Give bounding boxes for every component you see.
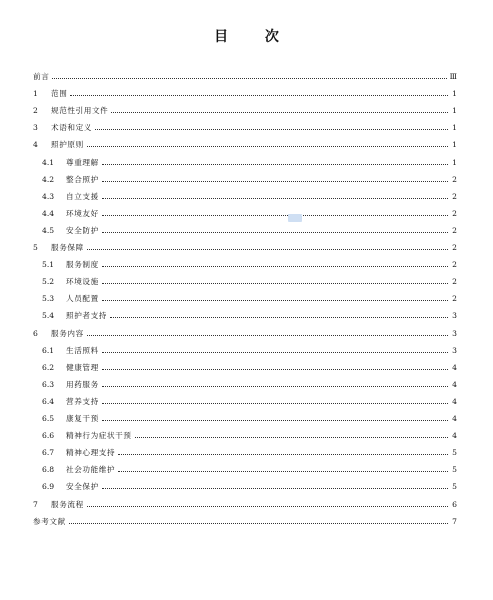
toc-entry-title: 环境友好: [66, 208, 99, 218]
toc-entry[interactable]: [42, 276, 457, 288]
toc-entry[interactable]: [33, 105, 457, 117]
toc-dot-leader: [102, 209, 448, 216]
toc-dot-leader: [102, 192, 448, 199]
toc-entry-page-number: 2: [452, 174, 457, 184]
toc-entry-title: 服务制度: [66, 260, 99, 270]
toc-dot-leader: [69, 517, 448, 524]
toc-entry-number: 2: [33, 106, 38, 116]
toc-entry-page-number: 3: [452, 311, 457, 321]
toc-entry-number: 5.2: [42, 277, 55, 287]
toc-entry[interactable]: [42, 430, 457, 442]
toc-entry-number: 5.3: [42, 294, 55, 304]
toc-entry-page-number: 5: [452, 482, 457, 492]
toc-entry-page-number: 1: [452, 157, 457, 167]
toc-entry-page-number: 2: [452, 191, 457, 201]
toc-entry[interactable]: [42, 413, 457, 425]
toc-entry-number: 4.1: [42, 157, 55, 167]
toc-entry-page-number: 4: [452, 414, 457, 423]
toc-entry-number: 4.3: [42, 191, 55, 201]
toc-entry-number: 5: [33, 243, 38, 252]
toc-entry[interactable]: [33, 328, 457, 340]
toc-entry-page-number: 3: [452, 345, 457, 355]
toc-dot-leader: [118, 448, 448, 455]
toc-entry[interactable]: [42, 310, 457, 322]
toc-entry[interactable]: [42, 157, 457, 169]
toc-entry-number: 4.2: [42, 174, 55, 184]
toc-entry-page-number: 2: [452, 260, 457, 270]
toc-dot-leader: [118, 465, 448, 472]
toc-dot-leader: [110, 311, 448, 318]
toc-dot-leader: [102, 260, 448, 267]
toc-entry-number: 7: [33, 499, 38, 509]
toc-dot-leader: [102, 363, 448, 370]
toc-dot-leader: [102, 414, 448, 421]
toc-entry-number: 1: [33, 89, 38, 99]
toc-entry-title: 服务保障: [51, 243, 84, 252]
toc-entry[interactable]: [42, 481, 457, 493]
toc-entry-number: 6.1: [42, 345, 55, 355]
toc-dot-leader: [87, 500, 448, 507]
toc-entry-number: 4.5: [42, 225, 55, 235]
toc-entry-page-number: 4: [452, 379, 457, 389]
toc-entry-title: 营养支持: [66, 396, 99, 406]
toc-entry[interactable]: [33, 139, 457, 151]
toc-entry-page-number: 2: [452, 243, 457, 252]
toc-entry[interactable]: [42, 379, 457, 391]
toc-entry-title: 健康管理: [66, 362, 99, 372]
toc-entry-title: 规范性引用文件: [51, 106, 109, 116]
toc-entry-number: 6.8: [42, 465, 55, 475]
toc-entry[interactable]: [42, 345, 457, 357]
toc-entry-title: 前言: [33, 72, 50, 81]
toc-entry-title: 安全保护: [66, 482, 99, 492]
toc-entry-title: 尊重理解: [66, 157, 99, 167]
toc-entry-page-number: 4: [452, 396, 457, 406]
toc-entry-title: 精神心理支持: [66, 448, 116, 458]
toc-entry-page-number: 1: [452, 89, 457, 99]
toc-entry[interactable]: [33, 499, 457, 511]
toc-entry-title: 照护者支持: [66, 311, 107, 321]
toc-entry-page-number: 1: [452, 123, 457, 133]
toc-entry-number: 6.6: [42, 431, 55, 441]
toc-entry-page-number: 2: [452, 294, 457, 304]
toc-dot-leader: [102, 158, 448, 165]
toc-entry-page-number: 2: [452, 277, 457, 287]
toc-dot-leader: [70, 89, 448, 96]
toc-entry-title: 社会功能维护: [66, 465, 116, 475]
toc-entry-page-number: 4: [452, 362, 457, 372]
toc-entry-title: 服务内容: [51, 328, 84, 338]
toc-dot-leader: [87, 329, 448, 336]
toc-entry[interactable]: [42, 396, 457, 408]
toc-entry-page-number: 1: [452, 106, 457, 116]
toc-entry-page-number: 2: [452, 225, 457, 235]
toc-entry-page-number: 7: [452, 516, 457, 526]
toc-entry-number: 6.9: [42, 482, 55, 492]
toc-entry-title: 安全防护: [66, 225, 99, 235]
toc-entry-page-number: 4: [452, 431, 457, 441]
toc-entry[interactable]: [42, 225, 457, 237]
toc-entry-number: 5.1: [42, 260, 55, 270]
toc-entry[interactable]: [42, 362, 457, 374]
toc-dot-leader: [102, 277, 448, 284]
toc-entry[interactable]: [42, 464, 457, 476]
toc-entry-page-number: 6: [452, 499, 457, 509]
toc-dot-leader: [102, 226, 448, 233]
toc-entry-title: 参考文献: [33, 516, 66, 526]
toc-entry-number: 5.4: [42, 311, 55, 321]
toc-entry-title: 用药服务: [66, 379, 99, 389]
toc-entry[interactable]: [33, 242, 457, 254]
toc-entry-page-number: 1: [452, 140, 457, 150]
toc-entry-number: 6.7: [42, 448, 55, 458]
toc-dot-leader: [87, 243, 448, 250]
toc-entry-title: 环境设施: [66, 277, 99, 287]
toc-entry[interactable]: [33, 516, 457, 528]
toc-dot-leader: [102, 397, 448, 404]
toc-entry-title: 康复干预: [66, 414, 99, 423]
toc-dot-leader: [135, 431, 448, 438]
toc-entry[interactable]: [33, 122, 457, 134]
toc-entry-number: 3: [33, 123, 38, 133]
page-title: 目 次: [214, 29, 295, 45]
toc-dot-leader: [111, 106, 448, 113]
watermark-stamp: [288, 214, 302, 222]
toc-entry-page-number: Ⅲ: [449, 72, 457, 81]
toc-entry-page-number: 5: [452, 465, 457, 475]
toc-entry-title: 服务流程: [51, 499, 84, 509]
toc-dot-leader: [102, 175, 448, 182]
toc-entry-title: 范围: [51, 89, 68, 99]
toc-entry[interactable]: [42, 208, 457, 220]
toc-entry-title: 精神行为症状干预: [66, 431, 132, 441]
toc-entry[interactable]: [42, 259, 457, 271]
toc-entry[interactable]: [42, 191, 457, 203]
toc-dot-leader: [52, 72, 446, 79]
toc-entry-number: 6.2: [42, 362, 55, 372]
toc-entry-page-number: 5: [452, 448, 457, 458]
toc-entry[interactable]: [42, 447, 457, 459]
toc-entry-page-number: 3: [452, 328, 457, 338]
toc-entry-title: 人员配置: [66, 294, 99, 304]
toc-entry-number: 4: [33, 140, 38, 150]
toc-entry-number: 6: [33, 328, 38, 338]
toc-entry-title: 生活照料: [66, 345, 99, 355]
toc-dot-leader: [102, 346, 448, 353]
toc-entry-number: 6.3: [42, 379, 55, 389]
toc-entry[interactable]: [33, 88, 457, 100]
toc-entry-title: 整合照护: [66, 174, 99, 184]
toc-dot-leader: [102, 380, 448, 387]
toc-entry[interactable]: [42, 174, 457, 186]
toc-dot-leader: [102, 294, 448, 301]
toc-entry[interactable]: [42, 293, 457, 305]
toc-entry-number: 4.4: [42, 208, 55, 218]
toc-dot-leader: [102, 482, 448, 489]
toc-entry-title: 自立支援: [66, 191, 99, 201]
toc-dot-leader: [95, 123, 448, 130]
toc-entry-title: 照护原则: [51, 140, 84, 150]
toc-entry-page-number: 2: [452, 208, 457, 218]
toc-entry[interactable]: [33, 71, 457, 83]
toc-entry-number: 6.4: [42, 396, 55, 406]
toc-entry-title: 术语和定义: [51, 123, 92, 133]
toc-dot-leader: [87, 140, 448, 147]
toc-entry-number: 6.5: [42, 414, 55, 423]
